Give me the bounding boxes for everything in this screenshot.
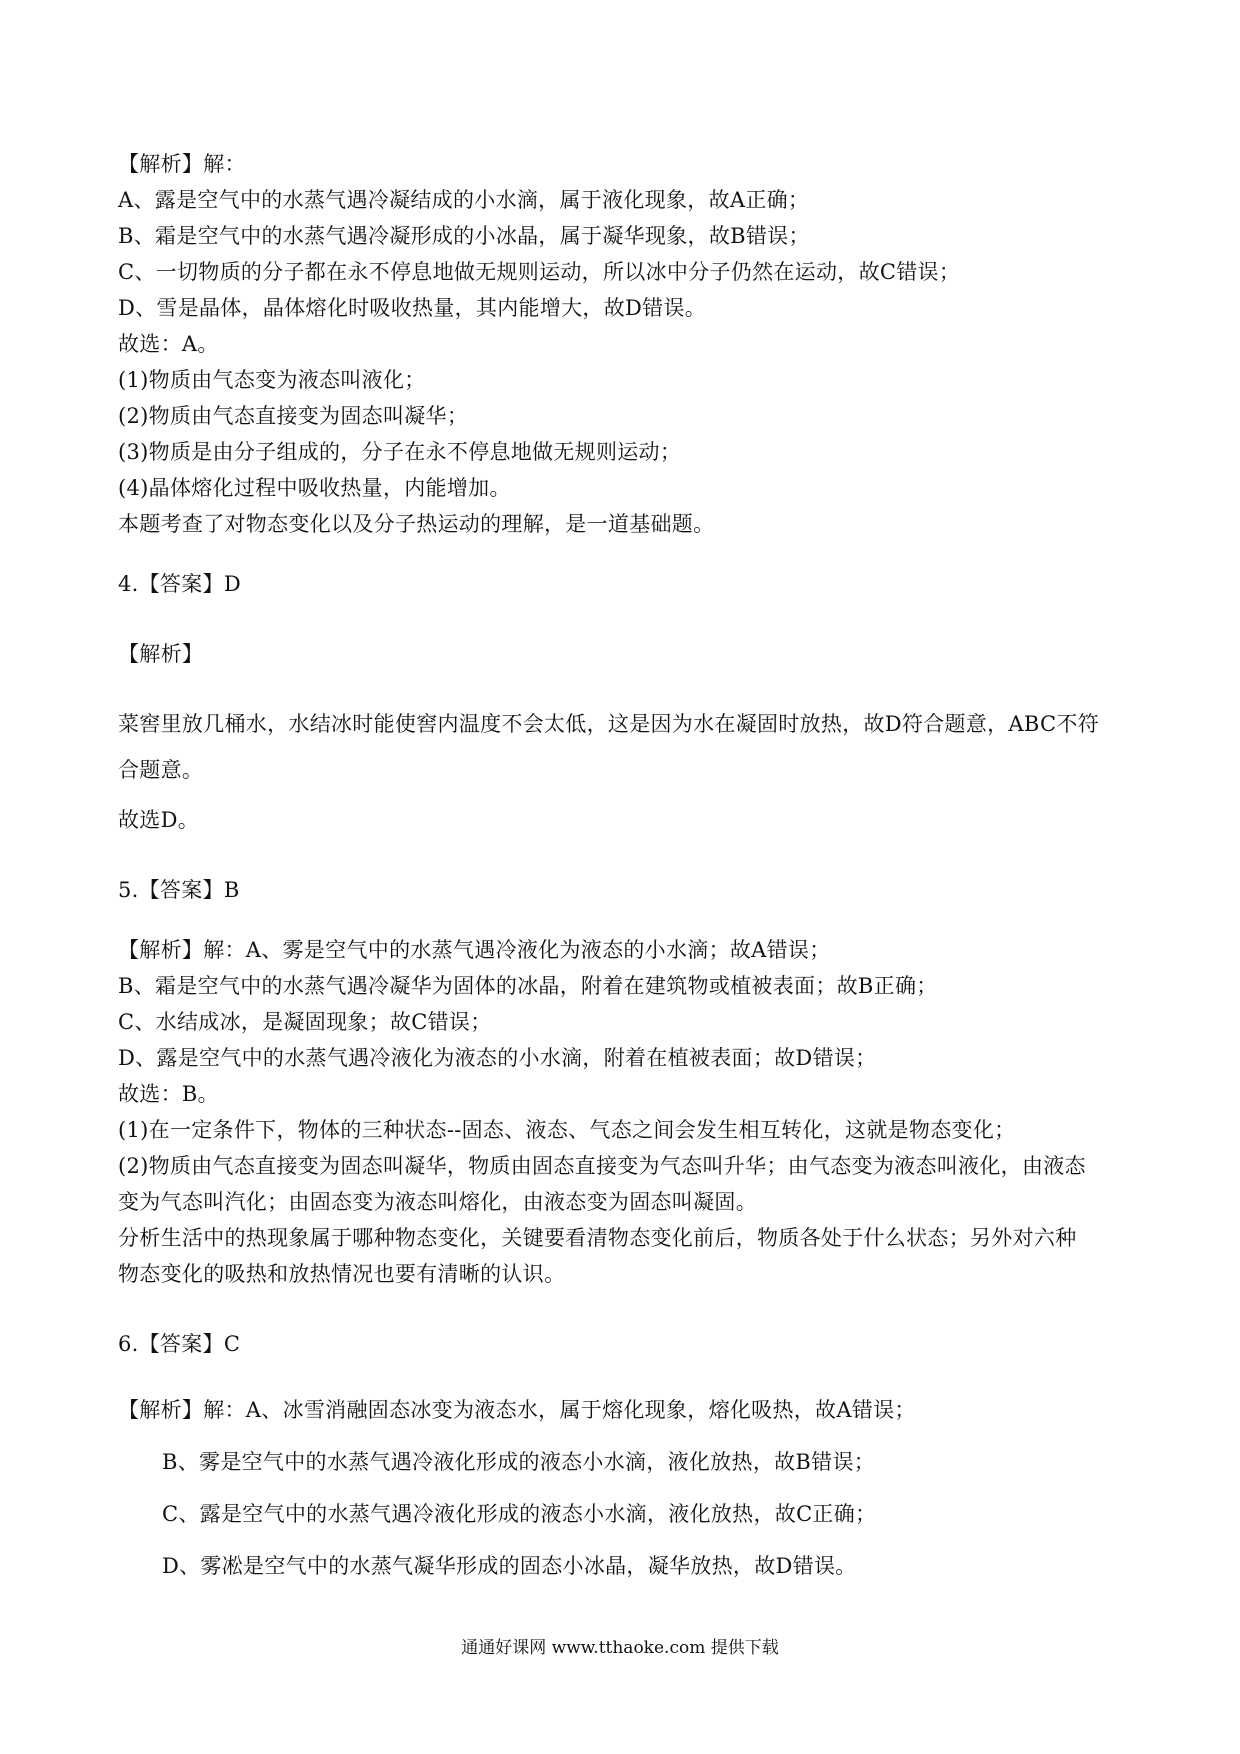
q5-choice: 故选：B。 xyxy=(118,1082,219,1106)
q6-option-a: 【解析】解：A、冰雪消融固态冰变为液态水，属于熔化现象，熔化吸热，故A错误； xyxy=(118,1398,916,1422)
q6-option-b: B、雾是空气中的水蒸气遇冷液化形成的液态小水滴，液化放热，故B错误； xyxy=(162,1450,876,1474)
q3-option-d: D、雪是晶体，晶体熔化时吸收热量，其内能增大，故D错误。 xyxy=(118,296,707,320)
q5-option-d: D、露是空气中的水蒸气遇冷液化为液态的小水滴，附着在植被表面；故D错误； xyxy=(118,1046,877,1070)
q5-point-2-line-2: 变为气态叫汽化；由固态变为液态叫熔化，由液态变为固态叫凝固。 xyxy=(118,1190,757,1214)
page-footer: 通通好课网 www.tthaoke.com 提供下载 xyxy=(461,1638,779,1658)
q6-option-c: C、露是空气中的水蒸气遇冷液化形成的液态小水滴，液化放热，故C正确； xyxy=(162,1502,877,1526)
q3-point-1: (1)物质由气态变为液态叫液化； xyxy=(118,368,426,392)
q3-point-3: (3)物质是由分子组成的，分子在永不停息地做无规则运动； xyxy=(118,440,682,464)
q5-summary-line-1: 分析生活中的热现象属于哪种物态变化，关键要看清物态变化前后，物质各处于什么状态；另外对六种 xyxy=(118,1226,1077,1250)
q6-option-d: D、雾凇是空气中的水蒸气凝华形成的固态小冰晶，凝华放热，故D错误。 xyxy=(162,1554,857,1578)
q3-point-2: (2)物质由气态直接变为固态叫凝华； xyxy=(118,404,469,428)
q3-point-4: (4)晶体熔化过程中吸收热量，内能增加。 xyxy=(118,476,511,500)
q5-point-1: (1)在一定条件下，物体的三种状态--固态、液态、气态之间会发生相互转化，这就是物态变化； xyxy=(118,1118,1016,1142)
q6-answer: 6.【答案】C xyxy=(118,1332,241,1356)
q5-option-b: B、霜是空气中的水蒸气遇冷凝华为固体的冰晶，附着在建筑物或植被表面；故B正确； xyxy=(118,974,938,998)
q4-choice: 故选D。 xyxy=(118,808,200,832)
q5-option-c: C、水结成冰，是凝固现象；故C错误； xyxy=(118,1010,492,1034)
q3-option-b: B、霜是空气中的水蒸气遇冷凝形成的小冰晶，属于凝华现象，故B错误； xyxy=(118,224,810,248)
q3-choice: 故选：A。 xyxy=(118,332,219,356)
q5-answer: 5.【答案】B xyxy=(118,878,240,902)
q5-option-a: 【解析】解：A、雾是空气中的水蒸气遇冷液化为液态的小水滴；故A错误； xyxy=(118,938,831,962)
q4-analysis-heading: 【解析】 xyxy=(118,642,204,666)
q5-point-2-line-1: (2)物质由气态直接变为固态叫凝华，物质由固态直接变为气态叫升华；由气态变为液态叫液化，由液态 xyxy=(118,1154,1086,1178)
q4-body-line-2: 合题意。 xyxy=(118,758,204,782)
q4-answer: 4.【答案】D xyxy=(118,572,241,596)
q3-summary: 本题考查了对物态变化以及分子热运动的理解，是一道基础题。 xyxy=(118,512,715,536)
q4-body-line-1: 菜窖里放几桶水，水结冰时能使窖内温度不会太低，这是因为水在凝固时放热，故D符合题意，ABC不符 xyxy=(118,712,1099,736)
q3-option-c: C、一切物质的分子都在永不停息地做无规则运动，所以冰中分子仍然在运动，故C错误； xyxy=(118,260,961,284)
q3-analysis-heading: 【解析】解： xyxy=(118,152,246,176)
q3-option-a: A、露是空气中的水蒸气遇冷凝结成的小水滴，属于液化现象，故A正确； xyxy=(118,188,810,212)
q5-summary-line-2: 物态变化的吸热和放热情况也要有清晰的认识。 xyxy=(118,1262,566,1286)
